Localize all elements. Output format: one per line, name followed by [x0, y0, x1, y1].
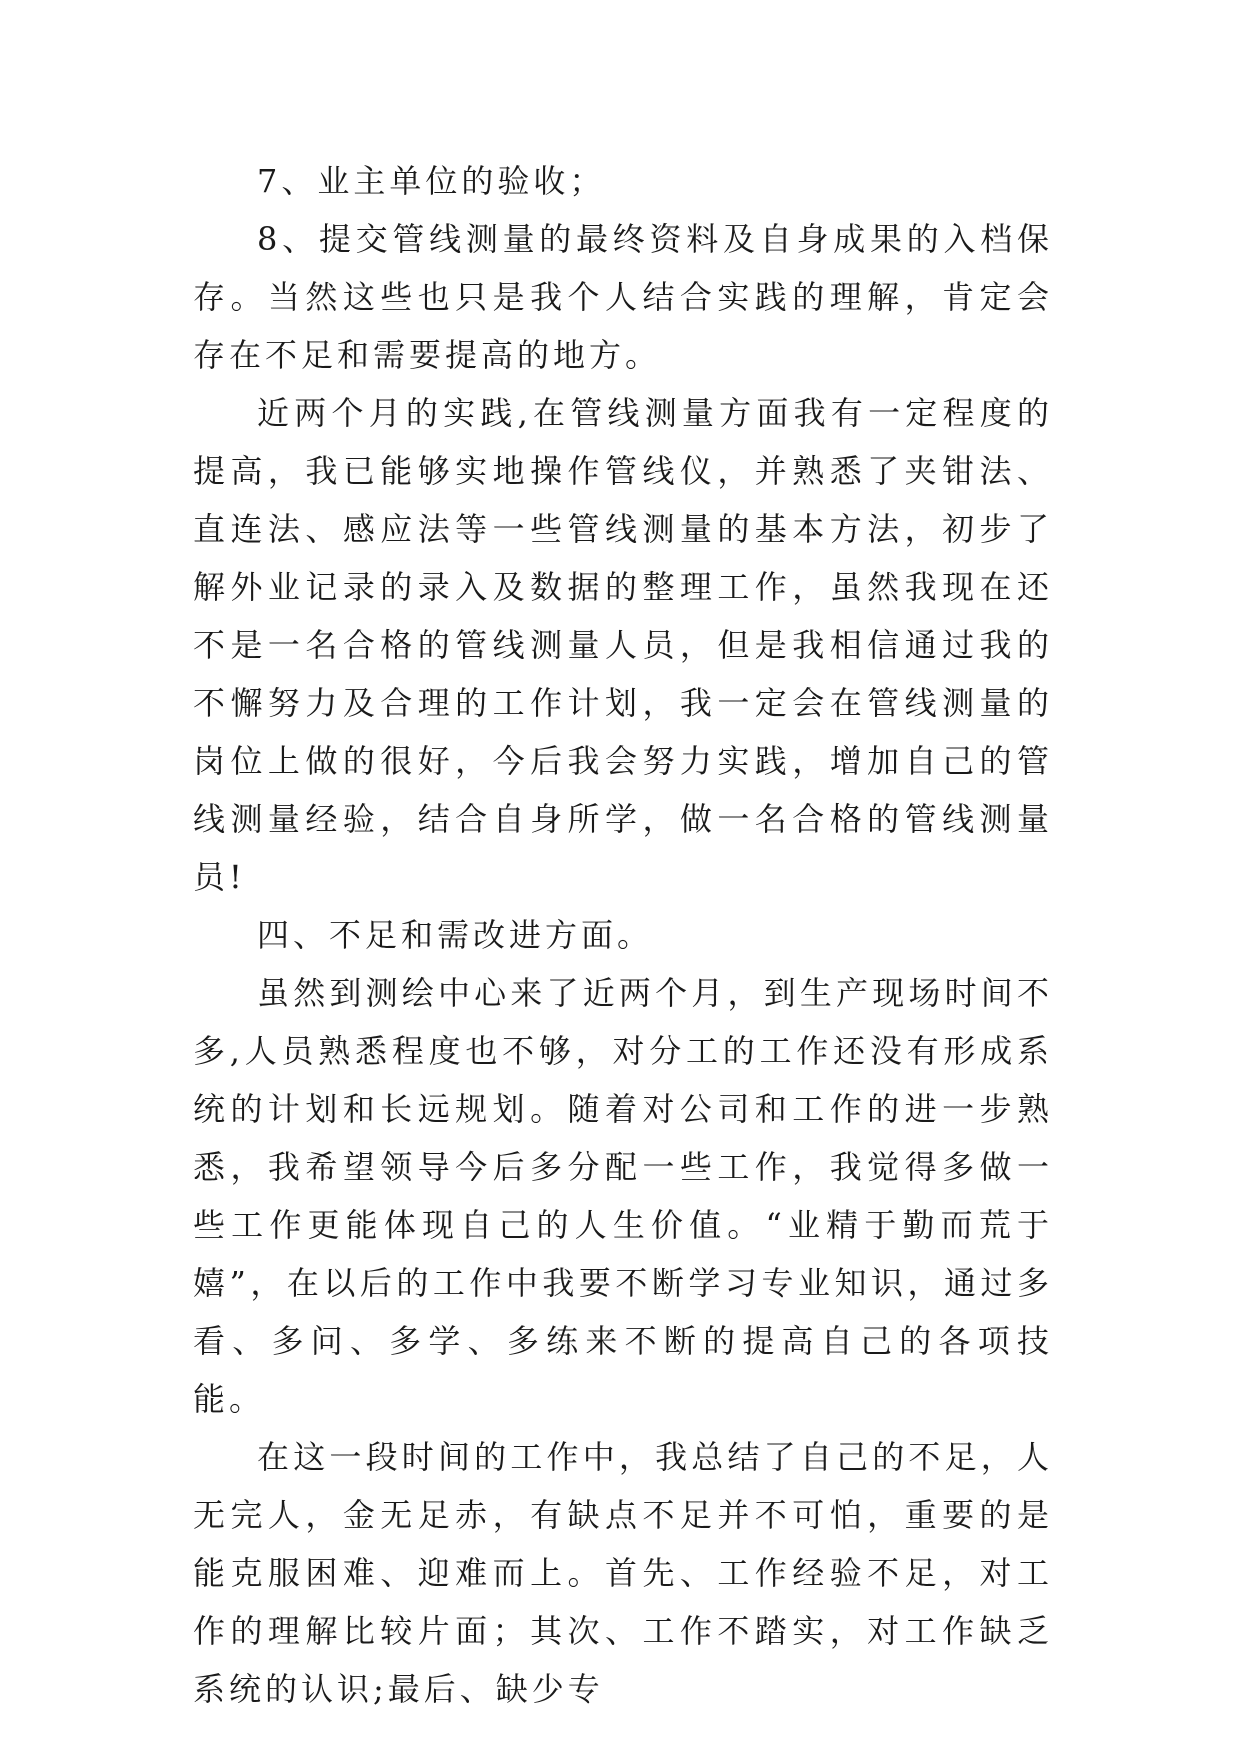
paragraph-improvement-plan: 虽然到测绘中心来了近两个月，到生产现场时间不多,人员熟悉程度也不够，对分工的工作还没有形成系统的计划和长远规划。随着对公司和工作的进一步熟悉，我希望领导今后多分配一些工作，我觉得多做一些工作更能体现自己的人生价值。“业精于勤而荒于嬉”，在以后的工作中我要不断学习专业知识，通过多看、多问、多学、多练来不断的提高自己的各项技能。 — [193, 974, 1053, 1418]
section-heading-shortcomings: 四、不足和需改进方面。 — [257, 916, 654, 954]
paragraph-submission-step: 8、提交管线测量的最终资料及自身成果的入档保存。当然这些也只是我个人结合实践的理解，肯定会存在不足和需要提高的地方。 — [193, 220, 1053, 374]
paragraph-acceptance-step: 7、业主单位的验收； — [257, 162, 606, 200]
paragraph-practice-summary: 近两个月的实践,在管线测量方面我有一定程度的提高，我已能够实地操作管线仪，并熟悉了夹钳法、直连法、感应法等一些管线测量的基本方法，初步了解外业记录的录入及数据的整理工作，虽然我现在还不是一名合格的管线测量人员，但是我相信通过我的不懈努力及合理的工作计划，我一定会在管线测量的岗位上做的很好，今后我会努力实践，增加自己的管线测量经验，结合自身所学，做一名合格的管线测量员! — [193, 394, 1053, 896]
paragraph-self-assessment: 在这一段时间的工作中，我总结了自己的不足，人无完人，金无足赤，有缺点不足并不可怕，重要的是能克服困难、迎难而上。首先、工作经验不足，对工作的理解比较片面；其次、工作不踏实，对工作缺乏系统的认识;最后、缺少专 — [193, 1438, 1053, 1708]
document-body — [193, 152, 1053, 1718]
